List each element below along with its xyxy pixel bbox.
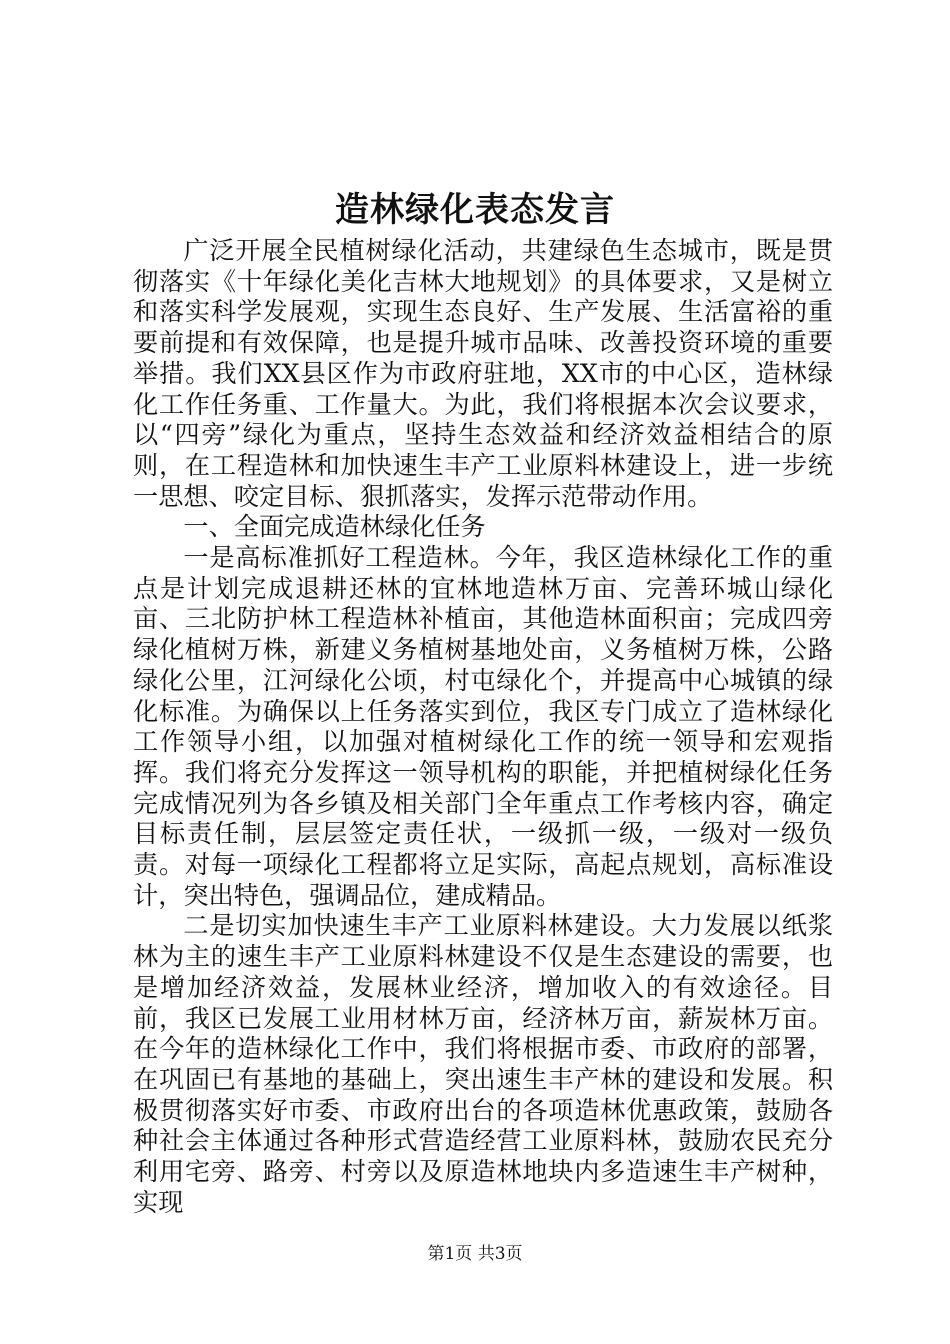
- paragraph-industrial-forest: 二是切实加快速生丰产工业原料林建设。大力发展以纸浆林为主的速生丰产工业原料林建设不仅是生态建设的需要，也是增加经济效益，发展林业经济，增加收入的有效途径。目前，我区已发展工业用材林万亩，经济林万亩，薪炭林万亩。在今年的造林绿化工作中，我们将根据市委、市政府的部署，在巩固已有基地的基础上，突出速生丰产林的建设和发展。积极贯彻落实好市委、市政府出台的各项造林优惠政策，鼓励各种社会主体通过各种形式营造经营工业原料林，鼓励农民充分利用宅旁、路旁、村旁以及原造林地块内多造速生丰产树种，实现: [133, 911, 833, 1217]
- section-heading: 一、全面完成造林绿化任务: [183, 512, 486, 542]
- document-body: [133, 236, 833, 1219]
- paragraph-engineering-afforestation: 一是高标准抓好工程造林。今年，我区造林绿化工作的重点是计划完成退耕还林的宜林地造林万亩、完善环城山绿化亩、三北防护林工程造林补植亩，其他造林面积亩；完成四旁绿化植树万株，新建义务植树基地处亩，义务植树万株，公路绿化公里，江河绿化公顷，村屯绿化个，并提高中心城镇的绿化标准。为确保以上任务落实到位，我区专门成立了造林绿化工作领导小组，以加强对植树绿化工作的统一领导和宏观指挥。我们将充分发挥这一领导机构的职能，并把植树绿化任务完成情况列为各乡镇及相关部门全年重点工作考核内容，确定目标责任制，层层签定责任状，一级抓一级，一级对一级负责。对每一项绿化工程都将立足实际，高起点规划，高标准设计，突出特色，强调品位，建成精品。: [133, 543, 833, 910]
- page-number-footer: 第1页 共3页: [427, 1244, 523, 1264]
- document-title: 造林绿化表态发言: [335, 190, 615, 230]
- paragraph-intro: 广泛开展全民植树绿化活动，共建绿色生态城市，既是贯彻落实《十年绿化美化吉林大地规划》的具体要求，又是树立和落实科学发展观，实现生态良好、生产发展、生活富裕的重要前提和有效保障，也是提升城市品味、改善投资环境的重要举措。我们XX县区作为市政府驻地，XX市的中心区，造林绿化工作任务重、工作量大。为此，我们将根据本次会议要求，以“四旁”绿化为重点，坚持生态效益和经济效益相结合的原则，在工程造林和加快速生丰产工业原料林建设上，进一步统一思想、咬定目标、狠抓落实，发挥示范带动作用。: [133, 236, 833, 511]
